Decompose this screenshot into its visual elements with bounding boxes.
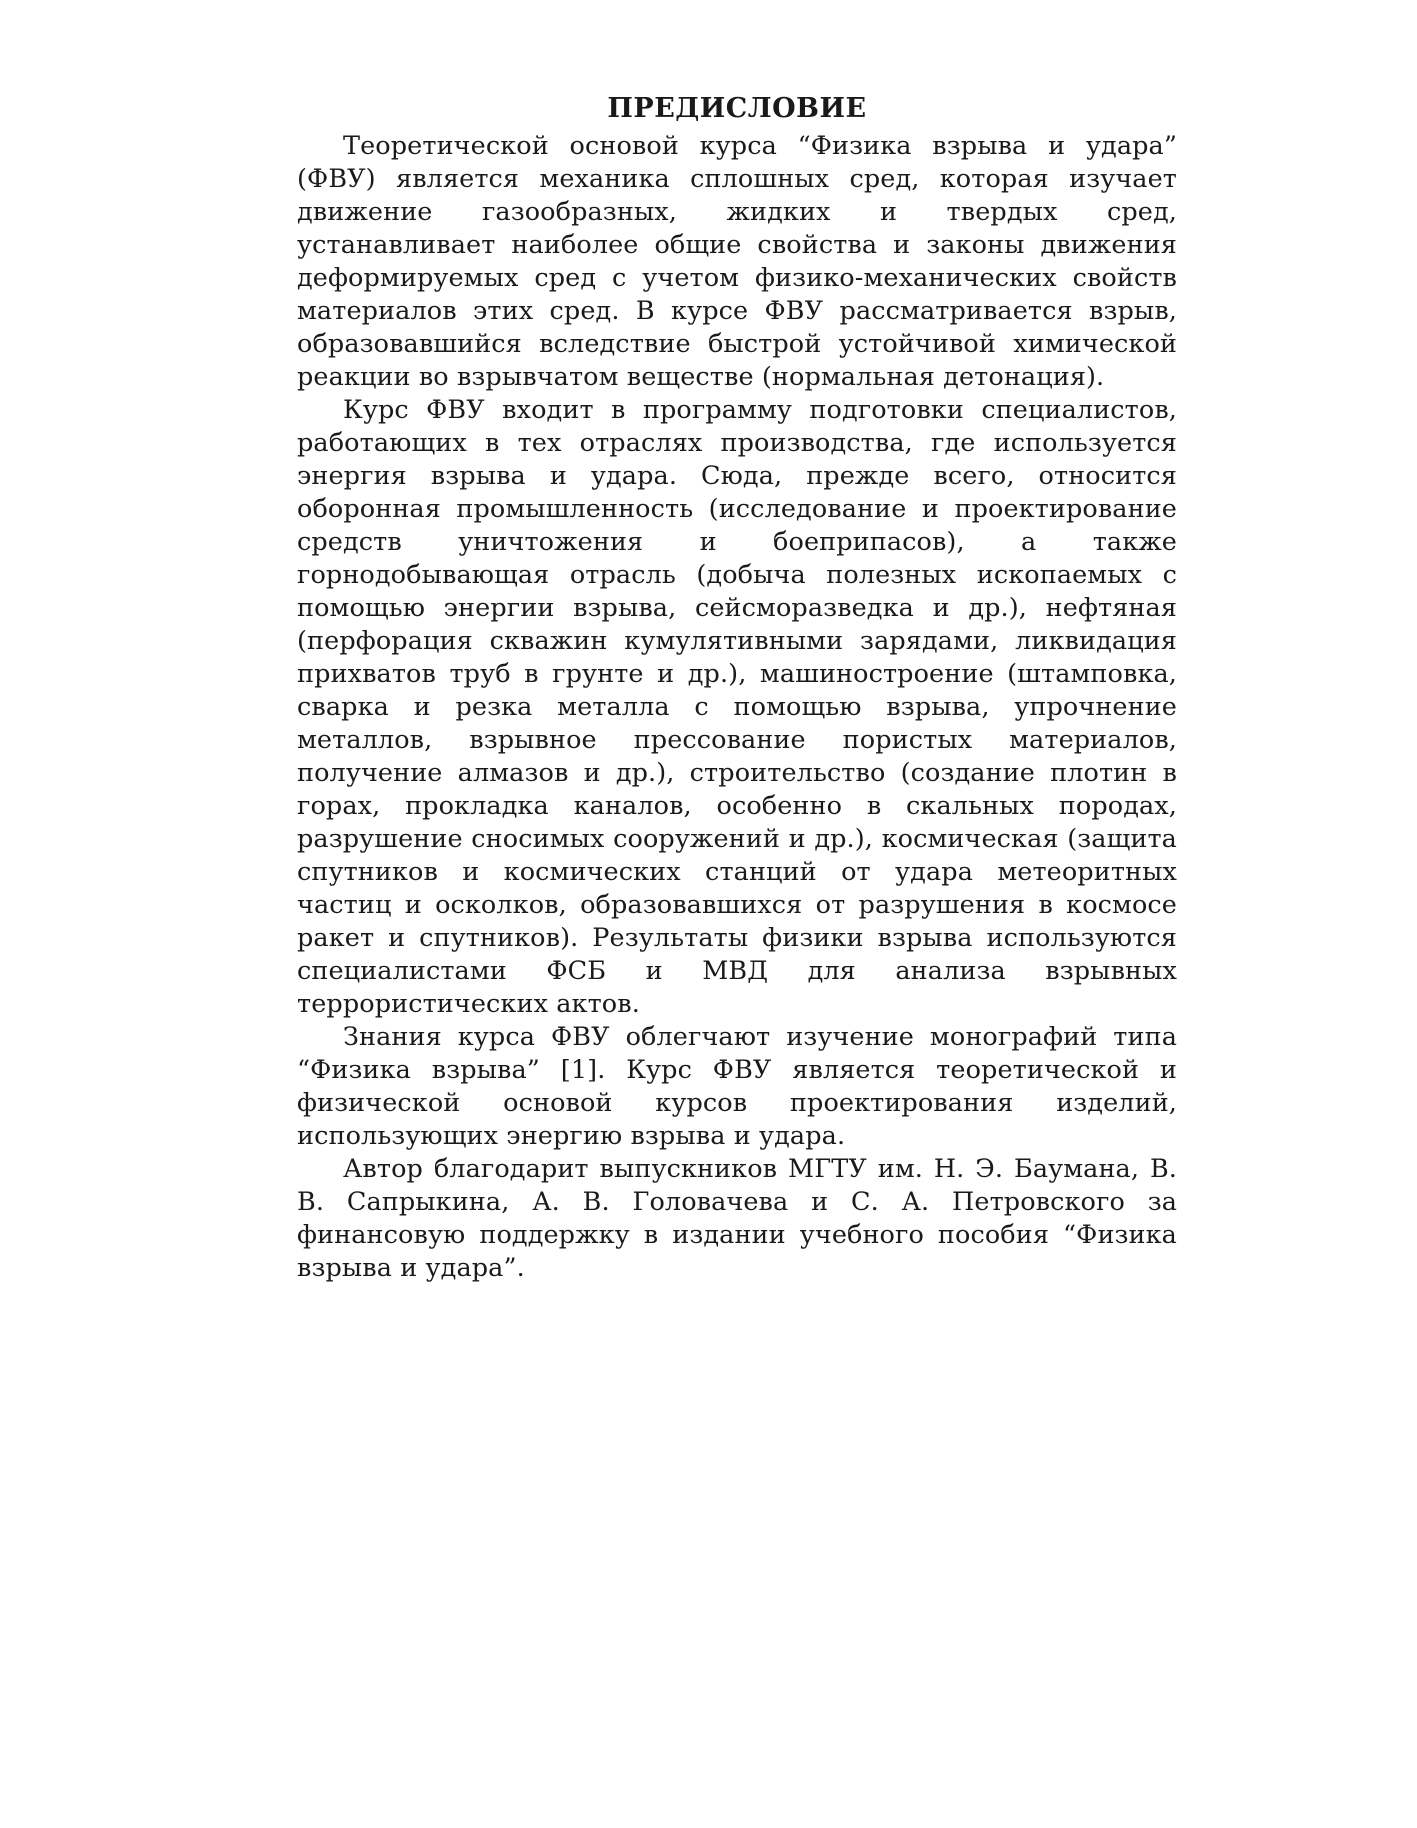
paragraph-acknowledgements: Автор благодарит выпускников МГТУ им. Н. Э. Баумана, В. В. Сапрыкина, А. В. Головачева и С. А. Петровского за финансовую поддержку в издании учебного пособия “Физика взрыва и удара”. (297, 1154, 1177, 1283)
page-title: ПРЕДИСЛОВИЕ (607, 93, 867, 124)
preface-section (297, 92, 1177, 1285)
paragraph-course-basis: Теоретической основой курса “Физика взрыва и удара” (ФВУ) является механика сплошных сред, которая изучает движение газообразных, жидких и твердых сред, устанавливает наиболее общие свойства и законы движения деформируемых сред с учетом физико-механических свойств материалов этих сред. В курсе ФВУ рассматривается взрыв, образовавшийся вследствие быстрой устойчивой химической реакции во взрывчатом веществе (нормальная детонация). (297, 131, 1177, 392)
paragraph-applications: Курс ФВУ входит в программу подготовки специалистов, работающих в тех отраслях производства, где используется энергия взрыва и удара. Сюда, прежде всего, относится оборонная промышленность (исследование и проектирование средств уничтожения и боеприпасов), а также горнодобывающая отрасль (добыча полезных ископаемых с помощью энергии взрыва, сейсморазведка и др.), нефтяная (перфорация скважин кумулятивными зарядами, ликвидация прихватов труб в грунте и др.), машиностроение (штамповка, сварка и резка металла с помощью взрыва, упрочнение металлов, взрывное прессование пористых материалов, получение алмазов и др.), строительство (создание плотин в горах, прокладка каналов, особенно в скальных породах, разрушение сносимых сооружений и др.), космическая (защита спутников и космических станций от удара метеоритных частиц и осколков, образовавшихся от разрушения в космосе ракет и спутников). Результаты физики взрыва используются специалистами ФСБ и МВД для анализа взрывных террористических актов. (297, 395, 1177, 1019)
paragraph-monographs: Знания курса ФВУ облегчают изучение монографий типа “Физика взрыва” [1]. Курс ФВУ является теоретической и физической основой курсов проектирования изделий, использующих энергию взрыва и удара. (297, 1022, 1177, 1151)
